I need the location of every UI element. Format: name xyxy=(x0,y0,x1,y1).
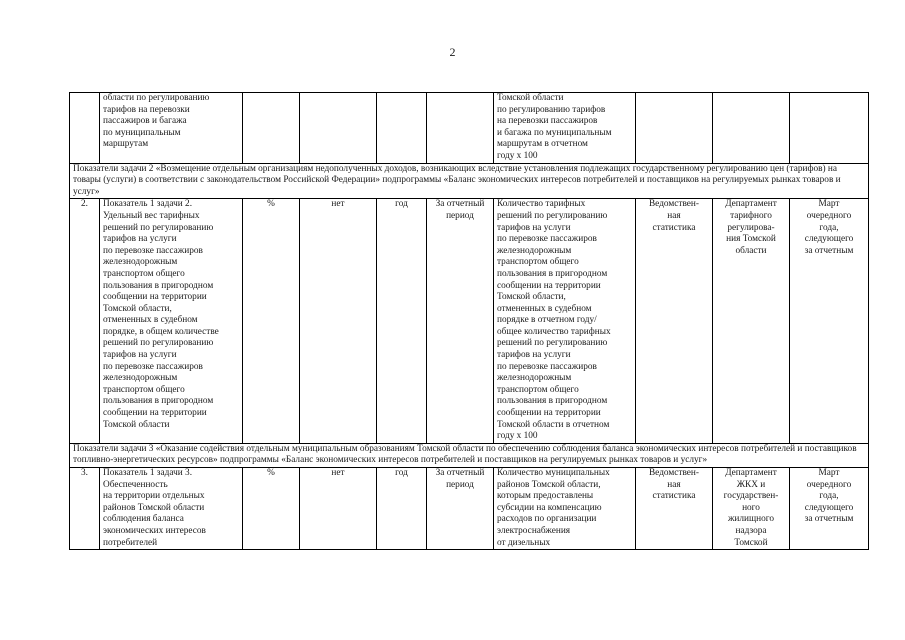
cell-empty xyxy=(243,93,300,164)
cell-empty xyxy=(790,93,869,164)
cell-name-continued: области по регулированию тарифов на перевозки пассажиров и багажа по муниципальным маршрутам xyxy=(100,93,243,164)
cell-empty xyxy=(427,93,494,164)
cell-empty xyxy=(713,93,790,164)
cell-number: 2. xyxy=(70,199,100,443)
cell-empty xyxy=(636,93,713,164)
cell-formula: Количество муниципальных районов Томской области, которым предоставлены субсидии на компенсацию расходов по организации электроснабжения от дизельных xyxy=(494,468,636,550)
table-row-top xyxy=(70,93,869,164)
cell-period: За отчетный период xyxy=(427,468,494,550)
cell-unit: % xyxy=(243,199,300,443)
section-heading-task2: Показатели задачи 2 «Возмещение отдельным организациям недополученных доходов, возникающих вследствие установления подлежащих государственному регулированию цен (тарифов) на товары (услуги) в соответствии с законодательством Российской Федерации» подпрограммы «Баланс экономических интересов потребителей и поставщиков на регулируемых рынках товаров и услуг» xyxy=(70,163,869,199)
table-row-3 xyxy=(70,468,869,550)
cell-c5: год xyxy=(377,468,427,550)
cell-empty xyxy=(300,93,377,164)
cell-c4: нет xyxy=(300,199,377,443)
cell-formula: Количество тарифных решений по регулированию тарифов на услуги по перевозке пассажиров железнодорожным транспортом общего пользования в пригородном сообщении на территории Томской области, отмененных в судебном порядке в отчетном году/ общее количество тарифных решений по регулированию тарифов на услуги по перевозке пассажиров железнодорожным транспортом общего пользования в пригородном сообщении на территории Томской области в отчетном году х 100 xyxy=(494,199,636,443)
page-number: 2 xyxy=(449,45,456,59)
cell-responsible: Департамент тарифного регулирова- ния Томской области xyxy=(713,199,790,443)
section-heading-task3: Показатели задачи 3 «Оказание содействия отдельным муниципальным образованиям Томской области по обеспечению соблюдения баланса экономических интересов потребителей и поставщиков топливно-энергетических ресурсов» подпрограммы «Баланс экономических интересов потребителей и поставщиков на регулируемых рынках товаров и услуг» xyxy=(70,443,869,467)
cell-c5: год xyxy=(377,199,427,443)
cell-empty xyxy=(377,93,427,164)
section-row-task2 xyxy=(70,163,869,199)
cell-number: 3. xyxy=(70,468,100,550)
cell-c4: нет xyxy=(300,468,377,550)
cell-source: Ведомствен- ная статистика xyxy=(636,199,713,443)
cell-source: Ведомствен- ная статистика xyxy=(636,468,713,550)
cell-term: Март очередного года, следующего за отчетным xyxy=(790,468,869,550)
cell-indicator-name: Показатель 1 задачи 2. Удельный вес тарифных решений по регулированию тарифов на услуги по перевозке пассажиров железнодорожным транспортом общего пользования в пригородном сообщении на территории Томской области, отмененных в судебном порядке, в общем количестве решений по регулированию тарифов на услуги по перевозке пассажиров железнодорожным транспортом общего пользования в пригородном сообщении на территории Томской области xyxy=(100,199,243,443)
cell-term: Март очередного года, следующего за отчетным xyxy=(790,199,869,443)
table-row-2 xyxy=(70,199,869,443)
cell-formula-continued: Томской области по регулированию тарифов на перевозки пассажиров и багажа по муниципальным маршрутам в отчетном году х 100 xyxy=(494,93,636,164)
indicators-table xyxy=(69,92,869,550)
cell-unit: % xyxy=(243,468,300,550)
cell-indicator-name: Показатель 1 задачи 3. Обеспеченность на территории отдельных районов Томской области соблюдения баланса экономических интересов потребителей xyxy=(100,468,243,550)
section-row-task3 xyxy=(70,443,869,467)
cell-empty xyxy=(70,93,100,164)
cell-responsible: Департамент ЖКХ и государствен- ного жилищного надзора Томской xyxy=(713,468,790,550)
cell-period: За отчетный период xyxy=(427,199,494,443)
